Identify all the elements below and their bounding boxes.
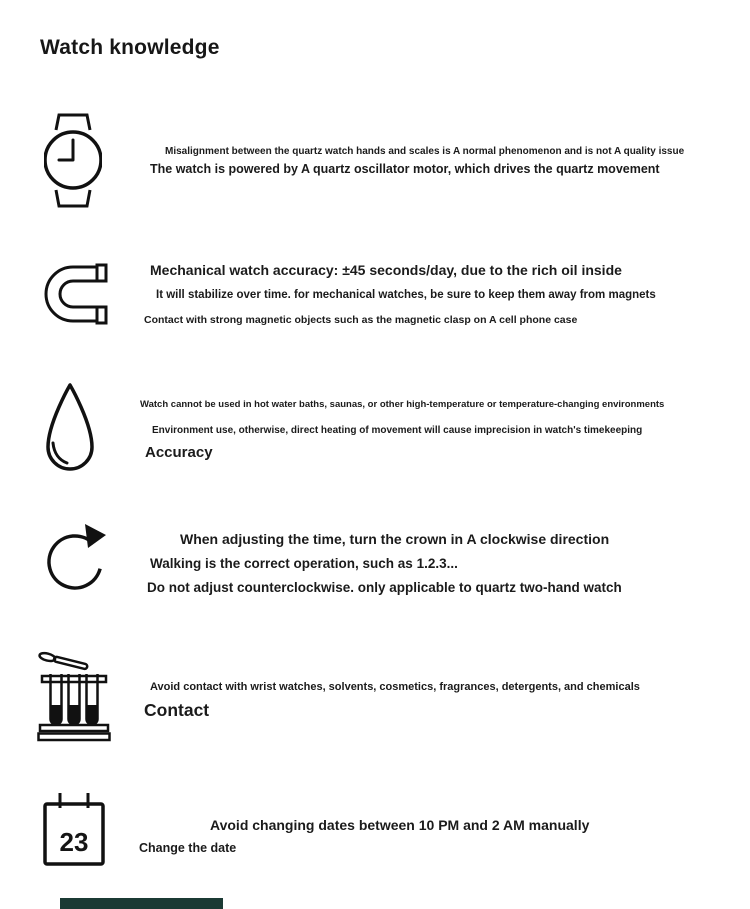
chemicals-note-line: Avoid contact with wrist watches, solvents, cosmetics, fragrances, detergents, and chemicals xyxy=(150,681,640,693)
date-change-main-line: Avoid changing dates between 10 PM and 2 AM manually xyxy=(210,817,590,833)
magnet-detail-line: Contact with strong magnetic objects such as the magnetic clasp on A cell phone case xyxy=(144,314,578,326)
date-change-label: Change the date xyxy=(139,841,237,855)
temperature-note-line: Watch cannot be used in hot water baths, saunas, or other high-temperature or temperature-changing environments xyxy=(140,399,665,410)
magnet-note-line: It will stabilize over time. for mechanical watches, be sure to keep them away from magnets xyxy=(156,289,656,301)
contact-label: Contact xyxy=(144,700,210,720)
wristwatch-icon xyxy=(44,112,102,217)
calendar-day-number: 23 xyxy=(59,827,89,857)
quartz-note-line: Misalignment between the quartz watch hands and scales is A normal phenomenon and is not A quality issue xyxy=(165,146,685,157)
magnet-main-line: Mechanical watch accuracy: ±45 seconds/day, due to the rich oil inside xyxy=(150,262,622,278)
crown-main-line: When adjusting the time, turn the crown in A clockwise direction xyxy=(180,531,610,547)
rotate-clockwise-icon xyxy=(44,520,106,598)
page-title: Watch knowledge xyxy=(40,36,220,59)
next-section-banner-edge xyxy=(60,898,223,909)
crown-walking-line: Walking is the correct operation, such as 1.2.3... xyxy=(150,556,458,571)
test-tubes-icon xyxy=(37,647,111,747)
magnet-icon xyxy=(42,263,108,330)
water-drop-icon xyxy=(40,377,100,482)
accuracy-label: Accuracy xyxy=(145,444,213,461)
crown-warning-line: Do not adjust counterclockwise. only applicable to quartz two-hand watch xyxy=(147,580,622,595)
quartz-main-line: The watch is powered by A quartz oscillator motor, which drives the quartz movement xyxy=(150,162,660,176)
temperature-detail-line: Environment use, otherwise, direct heating of movement will cause imprecision in watch's timekeeping xyxy=(152,425,643,436)
